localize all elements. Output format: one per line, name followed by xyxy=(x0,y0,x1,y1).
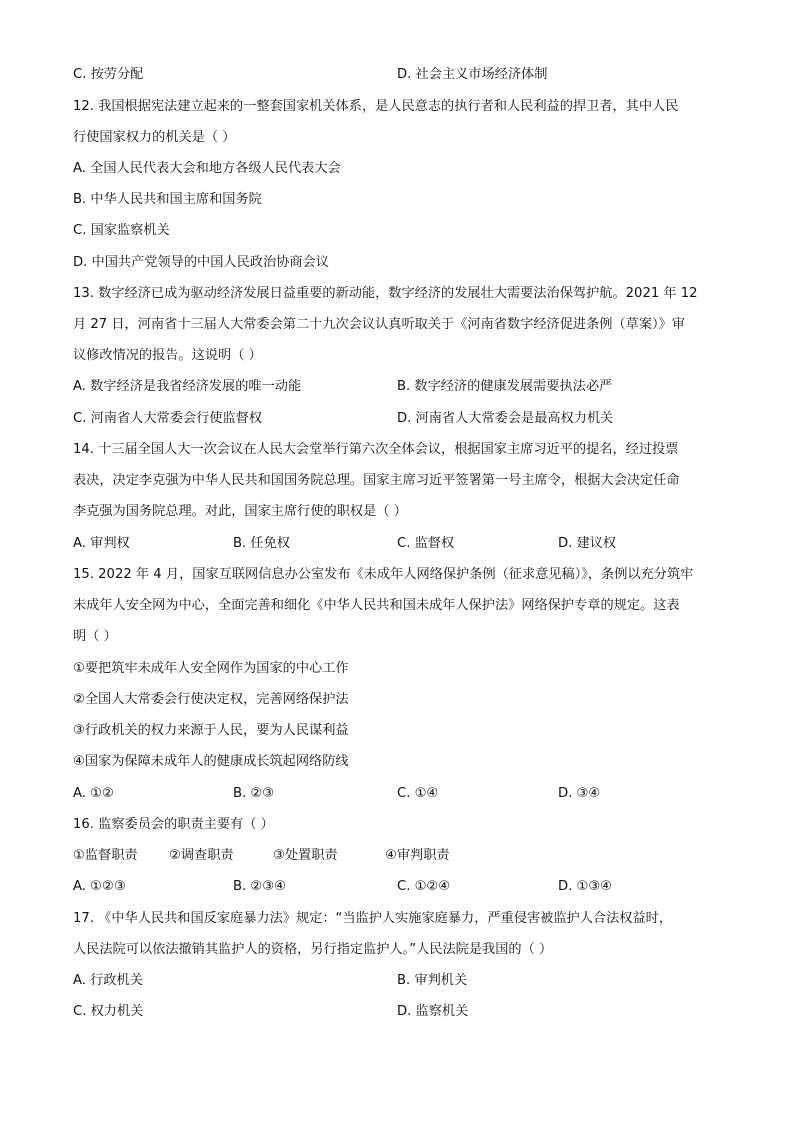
q13-stem-line1: 13. 数字经济已成为驱动经济发展日益重要的新动能，数字经济的发展壮大需要法治保驾护航。2021 年 12 xyxy=(73,286,698,301)
q12-option-d: D. 中国共产党领导的中国人民政治协商会议 xyxy=(73,255,329,270)
q16-statement-2: ②调查职责 xyxy=(169,848,234,863)
q13-option-c: C. 河南省人大常委会行使监督权 xyxy=(73,411,263,426)
q16-statement-1: ①监督职责 xyxy=(73,848,138,863)
q14-stem-line3: 李克强为国务院总理。对此，国家主席行使的职权是（ ） xyxy=(73,504,407,519)
q14-option-a: A. 审判权 xyxy=(73,536,130,551)
q17-stem-line1: 17. 《中华人民共和国反家庭暴力法》规定：“当监护人实施家庭暴力，严重侵害被监护人合法权益时， xyxy=(73,911,673,926)
q15-option-a: A. ①② xyxy=(73,786,114,801)
q14-option-d: D. 建议权 xyxy=(558,536,617,551)
q12-option-c: C. 国家监察机关 xyxy=(73,223,170,238)
q16-statement-3: ③处置职责 xyxy=(273,848,338,863)
q17-option-d: D. 监察机关 xyxy=(397,1004,469,1019)
q15-statement-1: ①要把筑牢未成年人安全网作为国家的中心工作 xyxy=(73,661,349,676)
q17-option-b: B. 审判机关 xyxy=(397,973,468,988)
q13-option-a: A. 数字经济是我省经济发展的唯一动能 xyxy=(73,379,302,394)
q15-statement-2: ②全国人大常委会行使决定权，完善网络保护法 xyxy=(73,692,349,707)
q15-option-c: C. ①④ xyxy=(397,786,439,801)
q15-statement-3: ③行政机关的权力来源于人民，要为人民谋利益 xyxy=(73,723,349,738)
q14-stem-line2: 表决，决定李克强为中华人民共和国国务院总理。国家主席习近平签署第一号主席令，根据大会决定任命 xyxy=(73,473,680,488)
q15-statement-4: ④国家为保障未成年人的健康成长筑起网络防线 xyxy=(73,754,349,769)
q16-statement-4: ④审判职责 xyxy=(385,848,450,863)
q17-option-c: C. 权力机关 xyxy=(73,1004,144,1019)
q15-stem-line2: 未成年人安全网为中心，全面完善和细化《中华人民共和国未成年人保护法》网络保护专章的规定。这表 xyxy=(73,598,680,613)
q12-stem-line2: 行使国家权力的机关是（ ） xyxy=(73,130,236,145)
q16-option-a: A. ①②③ xyxy=(73,879,126,894)
q11-option-d: D. 社会主义市场经济体制 xyxy=(397,67,548,82)
q14-option-c: C. 监督权 xyxy=(397,536,455,551)
q12-option-b: B. 中华人民共和国主席和国务院 xyxy=(73,192,262,207)
q12-option-a: A. 全国人民代表大会和地方各级人民代表大会 xyxy=(73,161,341,176)
q13-stem-line2: 月 27 日，河南省十三届人大常委会第二十九次会议认真听取关于《河南省数字经济促进条例（草案）》审 xyxy=(73,317,685,332)
q16-option-b: B. ②③④ xyxy=(233,879,286,894)
q16-option-d: D. ①③④ xyxy=(558,879,613,894)
q15-stem-line3: 明（ ） xyxy=(73,629,117,644)
q13-option-d: D. 河南省人大常委会是最高权力机关 xyxy=(397,411,614,426)
q17-stem-line2: 人民法院可以依法撤销其监护人的资格，另行指定监护人。”人民法院是我国的（ ） xyxy=(73,942,553,957)
q14-stem-line1: 14. 十三届全国人大一次会议在人民大会堂举行第六次全体会议，根据国家主席习近平的提名，经过投票 xyxy=(73,442,679,457)
q15-option-d: D. ③④ xyxy=(558,786,601,801)
q11-option-c: C. 按劳分配 xyxy=(73,67,144,82)
q13-option-b: B. 数字经济的健康发展需要执法必严 xyxy=(397,379,613,394)
q16-stem: 16. 监察委员会的职责主要有（ ） xyxy=(73,817,274,832)
q16-option-c: C. ①②④ xyxy=(397,879,451,894)
q15-option-b: B. ②③ xyxy=(233,786,275,801)
q15-stem-line1: 15. 2022 年 4 月，国家互联网信息办公室发布《未成年人网络保护条例（征求意见稿）》，条例以充分筑牢 xyxy=(73,567,694,582)
q13-stem-line3: 议修改情况的报告。这说明（ ） xyxy=(73,348,262,363)
q17-option-a: A. 行政机关 xyxy=(73,973,143,988)
q12-stem-line1: 12. 我国根据宪法建立起来的一整套国家机关体系，是人民意志的执行者和人民利益的捍卫者，其中人民 xyxy=(73,99,679,114)
q14-option-b: B. 任免权 xyxy=(233,536,290,551)
